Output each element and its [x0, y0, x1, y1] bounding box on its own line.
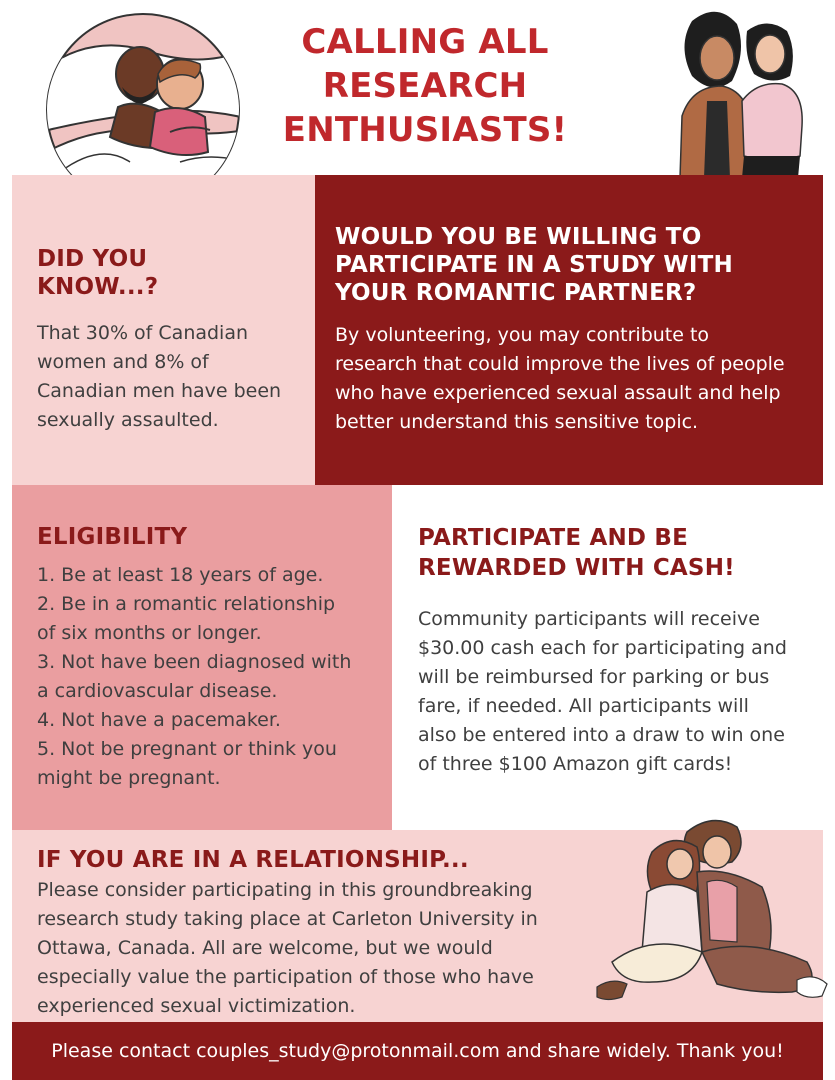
body-line: sexually assaulted.	[37, 409, 219, 431]
body-line: Ottawa, Canada. All are welcome, but we would	[37, 937, 493, 959]
body-line: especially value the participation of those who have	[37, 966, 534, 988]
relationship-heading: IF YOU ARE IN A RELATIONSHIP...	[37, 847, 469, 873]
eligibility-heading: ELIGIBILITY	[37, 524, 188, 550]
eligibility-line: might be pregnant.	[37, 767, 221, 789]
eligibility-line: 2. Be in a romantic relationship	[37, 593, 336, 615]
footer-contact-text: Please contact couples_study@protonmail.com and share widely. Thank you!	[51, 1040, 784, 1062]
header	[0, 0, 835, 175]
heading-line: PARTICIPATE IN A STUDY WITH	[335, 252, 733, 278]
eligibility-section	[12, 485, 392, 830]
body-line: fare, if needed. All participants will	[418, 695, 749, 717]
body-line: Please consider participating in this groundbreaking	[37, 879, 533, 901]
body-line: $30.00 cash each for participating and	[418, 637, 787, 659]
body-line: research that could improve the lives of people	[335, 353, 785, 375]
body-line: Community participants will receive	[418, 608, 760, 630]
title-line: ENTHUSIASTS!	[282, 110, 568, 150]
body-line: will be reimbursed for parking or bus	[418, 666, 770, 688]
body-line: also be entered into a draw to win one	[418, 724, 785, 746]
reward-heading	[418, 523, 815, 583]
body-line: By volunteering, you may contribute to	[335, 324, 710, 346]
eligibility-line: 5. Not be pregnant or think you	[37, 738, 337, 760]
body-line: women and 8% of	[37, 351, 209, 373]
body-line: That 30% of Canadian	[37, 322, 249, 344]
eligibility-line: of six months or longer.	[37, 622, 262, 644]
body-line: better understand this sensitive topic.	[335, 411, 699, 433]
heading-line: YOUR ROMANTIC PARTNER?	[335, 280, 697, 306]
did-you-know-body	[37, 319, 299, 435]
willing-heading	[335, 223, 813, 307]
relationship-body	[37, 876, 597, 1021]
body-line: who have experienced sexual assault and help	[335, 382, 781, 404]
title-line: CALLING ALL	[301, 22, 549, 62]
heading-line: WOULD YOU BE WILLING TO	[335, 224, 702, 250]
reward-body	[418, 605, 815, 779]
eligibility-line: 4. Not have a pacemaker.	[37, 709, 281, 731]
footer	[12, 1022, 823, 1080]
willing-section	[315, 175, 823, 485]
heading-line: PARTICIPATE AND BE	[418, 525, 689, 551]
body-line: experienced sexual victimization.	[37, 995, 356, 1017]
willing-body	[335, 321, 813, 437]
did-you-know-section	[12, 175, 315, 485]
eligibility-line: 1. Be at least 18 years of age.	[37, 564, 324, 586]
eligibility-list	[37, 561, 384, 793]
couple-sitting-illustration	[592, 812, 832, 1012]
body-line: research study taking place at Carleton University in	[37, 908, 538, 930]
couple-embracing-illustration	[672, 6, 812, 178]
did-you-know-heading	[37, 245, 299, 301]
body-line: Canadian men have been	[37, 380, 282, 402]
reward-section	[392, 485, 823, 830]
relationship-section	[12, 830, 823, 1022]
page-title	[260, 20, 590, 152]
title-line: RESEARCH	[322, 66, 528, 106]
eligibility-line: 3. Not have been diagnosed with	[37, 651, 352, 673]
heading-line: KNOW...?	[37, 274, 159, 300]
heading-line: REWARDED WITH CASH!	[418, 555, 735, 581]
body-line: of three $100 Amazon gift cards!	[418, 753, 733, 775]
eligibility-line: a cardiovascular disease.	[37, 680, 278, 702]
heading-line: DID YOU	[37, 246, 148, 272]
